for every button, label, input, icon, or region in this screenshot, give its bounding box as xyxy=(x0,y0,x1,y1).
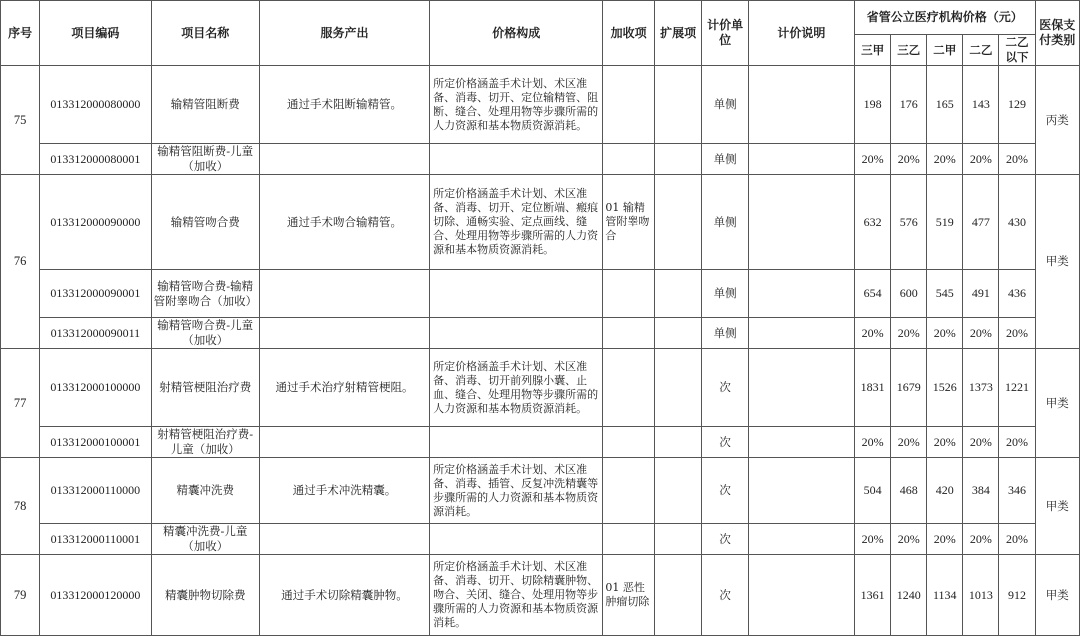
price-cell: 346 xyxy=(999,458,1035,524)
price-cell: 20% xyxy=(999,318,1035,349)
header-unit: 计价单位 xyxy=(702,1,748,66)
surcharge-cell: 01 恶性肿瘤切除 xyxy=(603,555,655,636)
price-cell: 20% xyxy=(855,524,891,555)
code-cell: 013312000110001 xyxy=(40,524,151,555)
price-cell: 20% xyxy=(927,427,963,458)
header-level: 三乙 xyxy=(891,35,927,66)
note-cell xyxy=(748,458,854,524)
composition-cell: 所定价格涵盖手术计划、术区准备、消毒、切开、定位输精管、阻断、缝合、处理用物等步骤所需的人力资源和基本物质资源消耗。 xyxy=(430,66,603,144)
price-cell: 1013 xyxy=(963,555,999,636)
insurance-cell: 甲类 xyxy=(1035,458,1079,555)
extension-cell xyxy=(654,427,701,458)
unit-cell: 单侧 xyxy=(702,175,748,270)
price-cell: 1679 xyxy=(891,349,927,427)
price-cell: 468 xyxy=(891,458,927,524)
price-cell: 504 xyxy=(855,458,891,524)
table-row xyxy=(1,524,1080,555)
note-cell xyxy=(748,524,854,555)
code-cell: 013312000080000 xyxy=(40,66,151,144)
note-cell xyxy=(748,427,854,458)
extension-cell xyxy=(654,270,701,318)
name-cell: 精囊冲洗费 xyxy=(151,458,259,524)
price-cell: 1831 xyxy=(855,349,891,427)
surcharge-cell xyxy=(603,270,655,318)
seq-cell: 79 xyxy=(1,555,40,636)
header-insurance: 医保支付类别 xyxy=(1035,1,1079,66)
price-cell: 20% xyxy=(999,144,1035,175)
note-cell xyxy=(748,175,854,270)
composition-cell: 所定价格涵盖手术计划、术区准备、消毒、切开、切除精囊肿物、吻合、关闭、缝合、处理用物等步骤所需的人力资源和基本物质资源消耗。 xyxy=(430,555,603,636)
extension-cell xyxy=(654,66,701,144)
note-cell xyxy=(748,144,854,175)
surcharge-cell: 01 输精管附睾吻合 xyxy=(603,175,655,270)
note-cell xyxy=(748,270,854,318)
output-cell xyxy=(259,427,429,458)
name-cell: 输精管吻合费-儿童（加收） xyxy=(151,318,259,349)
seq-cell: 75 xyxy=(1,66,40,175)
table-row xyxy=(1,66,1080,144)
surcharge-cell xyxy=(603,427,655,458)
composition-cell xyxy=(430,427,603,458)
price-cell: 1373 xyxy=(963,349,999,427)
header-seq: 序号 xyxy=(1,1,40,66)
output-cell: 通过手术冲洗精囊。 xyxy=(259,458,429,524)
header-extension: 扩展项 xyxy=(654,1,701,66)
output-cell xyxy=(259,318,429,349)
seq-cell: 77 xyxy=(1,349,40,458)
output-cell: 通过手术阻断输精管。 xyxy=(259,66,429,144)
price-cell: 1526 xyxy=(927,349,963,427)
table-body xyxy=(1,66,1080,636)
code-cell: 013312000110000 xyxy=(40,458,151,524)
extension-cell xyxy=(654,144,701,175)
unit-cell: 单侧 xyxy=(702,270,748,318)
composition-cell: 所定价格涵盖手术计划、术区准备、消毒、插管、反复冲洗精囊等步骤所需的人力资源和基本物质资源消耗。 xyxy=(430,458,603,524)
price-cell: 477 xyxy=(963,175,999,270)
name-cell: 输精管阻断费-儿童（加收） xyxy=(151,144,259,175)
price-cell: 20% xyxy=(891,144,927,175)
header-price-group: 省管公立医疗机构价格（元） xyxy=(855,1,1035,35)
insurance-cell: 甲类 xyxy=(1035,555,1079,636)
table-row xyxy=(1,427,1080,458)
surcharge-cell xyxy=(603,318,655,349)
unit-cell: 单侧 xyxy=(702,144,748,175)
header-row xyxy=(1,1,1080,35)
name-cell: 输精管阻断费 xyxy=(151,66,259,144)
price-cell: 20% xyxy=(999,524,1035,555)
price-cell: 20% xyxy=(855,318,891,349)
price-cell: 20% xyxy=(963,318,999,349)
unit-cell: 次 xyxy=(702,555,748,636)
output-cell: 通过手术吻合输精管。 xyxy=(259,175,429,270)
output-cell xyxy=(259,270,429,318)
price-cell: 654 xyxy=(855,270,891,318)
code-cell: 013312000120000 xyxy=(40,555,151,636)
name-cell: 输精管吻合费-输精管附睾吻合（加收） xyxy=(151,270,259,318)
composition-cell xyxy=(430,144,603,175)
note-cell xyxy=(748,555,854,636)
price-cell: 20% xyxy=(927,318,963,349)
price-cell: 545 xyxy=(927,270,963,318)
composition-cell xyxy=(430,270,603,318)
table-row xyxy=(1,458,1080,524)
unit-cell: 单侧 xyxy=(702,318,748,349)
price-cell: 165 xyxy=(927,66,963,144)
price-cell: 20% xyxy=(999,427,1035,458)
composition-cell: 所定价格涵盖手术计划、术区准备、消毒、切开前列腺小囊、止血、缝合、处理用物等步骤所需的人力资源和基本物质资源消耗。 xyxy=(430,349,603,427)
table-row xyxy=(1,175,1080,270)
composition-cell xyxy=(430,524,603,555)
price-cell: 20% xyxy=(891,318,927,349)
header-surcharge: 加收项 xyxy=(603,1,655,66)
composition-cell xyxy=(430,318,603,349)
table-row xyxy=(1,349,1080,427)
header-output: 服务产出 xyxy=(259,1,429,66)
price-cell: 436 xyxy=(999,270,1035,318)
price-cell: 20% xyxy=(855,144,891,175)
price-cell: 912 xyxy=(999,555,1035,636)
name-cell: 输精管吻合费 xyxy=(151,175,259,270)
seq-cell: 78 xyxy=(1,458,40,555)
price-cell: 1134 xyxy=(927,555,963,636)
price-cell: 20% xyxy=(963,427,999,458)
table-row xyxy=(1,270,1080,318)
table-row xyxy=(1,318,1080,349)
name-cell: 射精管梗阻治疗费 xyxy=(151,349,259,427)
header-level: 二乙以下 xyxy=(999,35,1035,66)
price-cell: 1240 xyxy=(891,555,927,636)
price-cell: 198 xyxy=(855,66,891,144)
table-row xyxy=(1,555,1080,636)
unit-cell: 次 xyxy=(702,458,748,524)
surcharge-cell xyxy=(603,349,655,427)
price-cell: 1221 xyxy=(999,349,1035,427)
note-cell xyxy=(748,66,854,144)
price-cell: 491 xyxy=(963,270,999,318)
insurance-cell: 甲类 xyxy=(1035,175,1079,349)
unit-cell: 次 xyxy=(702,524,748,555)
code-cell: 013312000090000 xyxy=(40,175,151,270)
extension-cell xyxy=(654,318,701,349)
extension-cell xyxy=(654,349,701,427)
price-cell: 576 xyxy=(891,175,927,270)
surcharge-cell xyxy=(603,524,655,555)
extension-cell xyxy=(654,175,701,270)
price-cell: 20% xyxy=(891,524,927,555)
extension-cell xyxy=(654,458,701,524)
price-cell: 143 xyxy=(963,66,999,144)
price-cell: 20% xyxy=(891,427,927,458)
name-cell: 精囊冲洗费-儿童（加收） xyxy=(151,524,259,555)
code-cell: 013312000100000 xyxy=(40,349,151,427)
insurance-cell: 甲类 xyxy=(1035,349,1079,458)
note-cell xyxy=(748,318,854,349)
unit-cell: 次 xyxy=(702,427,748,458)
header-composition: 价格构成 xyxy=(430,1,603,66)
header-code: 项目编码 xyxy=(40,1,151,66)
price-cell: 20% xyxy=(855,427,891,458)
surcharge-cell xyxy=(603,458,655,524)
unit-cell: 次 xyxy=(702,349,748,427)
price-cell: 430 xyxy=(999,175,1035,270)
output-cell xyxy=(259,144,429,175)
output-cell: 通过手术切除精囊肿物。 xyxy=(259,555,429,636)
extension-cell xyxy=(654,524,701,555)
note-cell xyxy=(748,349,854,427)
price-cell: 420 xyxy=(927,458,963,524)
surcharge-cell xyxy=(603,144,655,175)
output-cell: 通过手术治疗射精管梗阻。 xyxy=(259,349,429,427)
unit-cell: 单侧 xyxy=(702,66,748,144)
price-cell: 20% xyxy=(927,144,963,175)
header-level: 二甲 xyxy=(927,35,963,66)
price-cell: 20% xyxy=(927,524,963,555)
price-cell: 632 xyxy=(855,175,891,270)
name-cell: 精囊肿物切除费 xyxy=(151,555,259,636)
seq-cell: 76 xyxy=(1,175,40,349)
insurance-cell: 丙类 xyxy=(1035,66,1079,175)
composition-cell: 所定价格涵盖手术计划、术区准备、消毒、切开、定位断端、瘢痕切除、通畅实验、定点画线、缝合、处理用物等步骤所需的人力资源和基本物质资源消耗。 xyxy=(430,175,603,270)
header-note: 计价说明 xyxy=(748,1,854,66)
price-cell: 600 xyxy=(891,270,927,318)
header-level: 二乙 xyxy=(963,35,999,66)
price-cell: 384 xyxy=(963,458,999,524)
code-cell: 013312000080001 xyxy=(40,144,151,175)
extension-cell xyxy=(654,555,701,636)
header-level: 三甲 xyxy=(855,35,891,66)
table-row xyxy=(1,144,1080,175)
code-cell: 013312000090001 xyxy=(40,270,151,318)
price-cell: 20% xyxy=(963,524,999,555)
surcharge-cell xyxy=(603,66,655,144)
price-cell: 176 xyxy=(891,66,927,144)
price-cell: 1361 xyxy=(855,555,891,636)
price-cell: 129 xyxy=(999,66,1035,144)
code-cell: 013312000100001 xyxy=(40,427,151,458)
price-cell: 20% xyxy=(963,144,999,175)
name-cell: 射精管梗阻治疗费-儿童（加收） xyxy=(151,427,259,458)
code-cell: 013312000090011 xyxy=(40,318,151,349)
header-name: 项目名称 xyxy=(151,1,259,66)
price-cell: 519 xyxy=(927,175,963,270)
output-cell xyxy=(259,524,429,555)
